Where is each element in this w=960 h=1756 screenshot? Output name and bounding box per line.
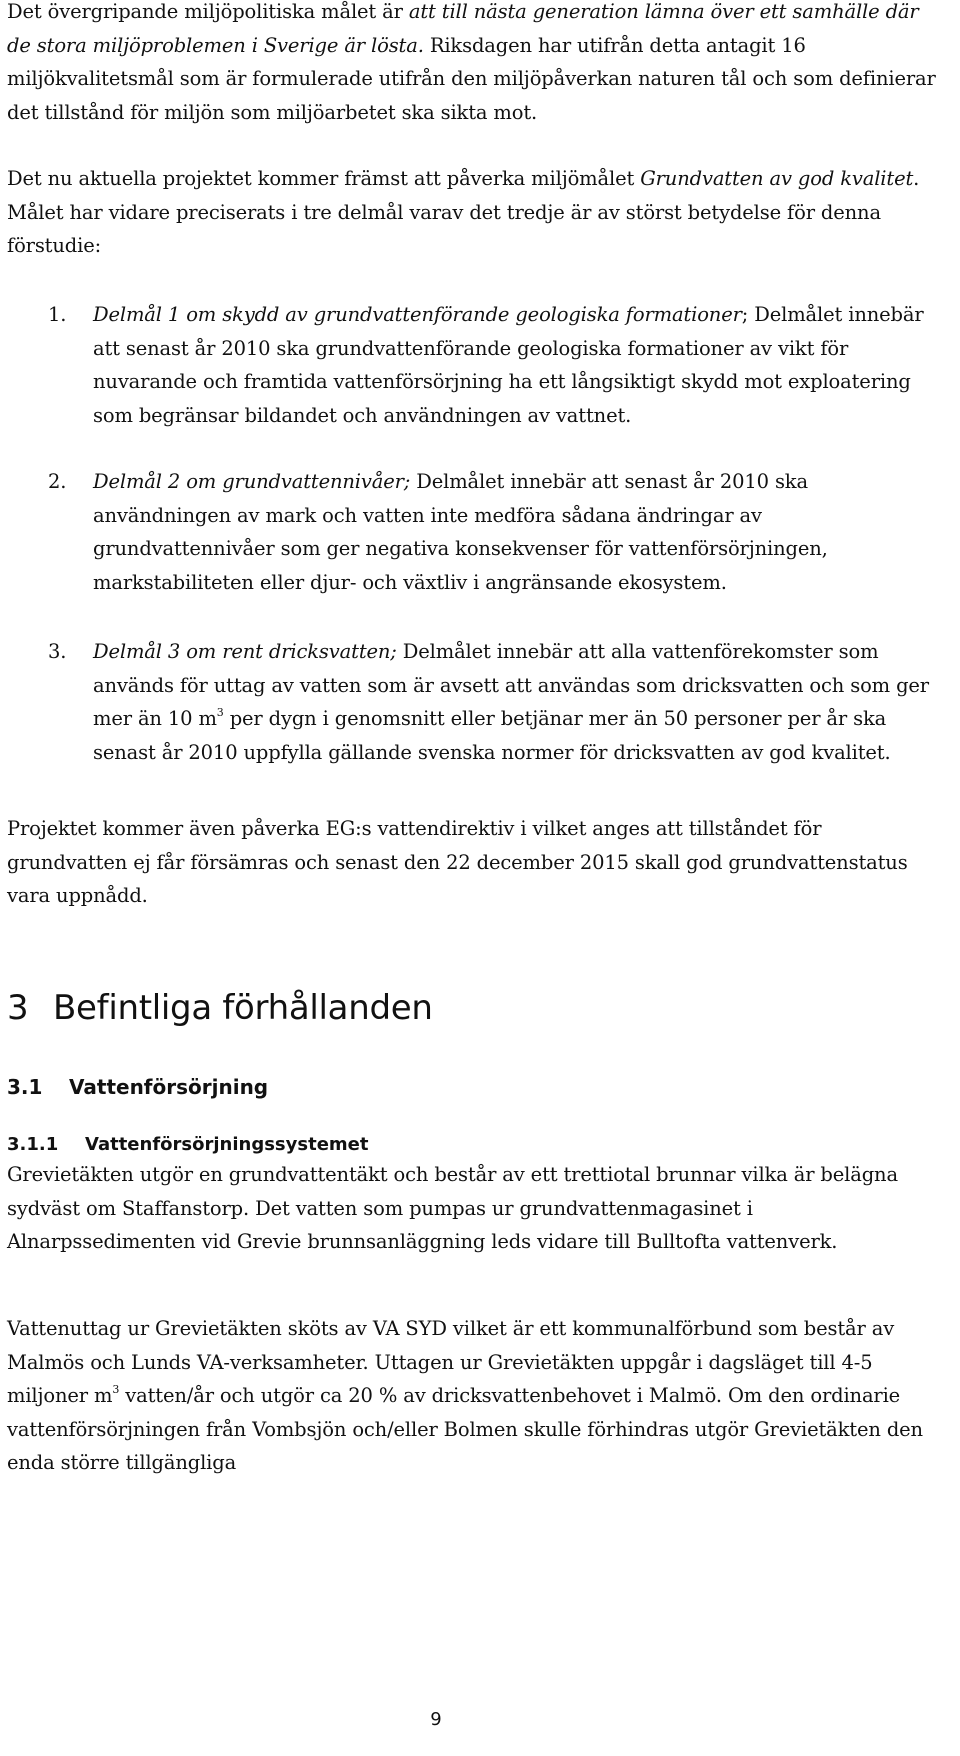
intro-lead: Det övergripande miljöpolitiska målet är	[7, 0, 409, 23]
section-heading	[7, 982, 433, 1034]
list-number: 2.	[48, 470, 67, 493]
project-lead: Det nu aktuella projektet kommer främst att påverka miljömålet	[7, 167, 641, 190]
subgoal-text: Delmålet innebär att senast år 2010 ska användningen av mark och vatten inte medföra sådana ändringar av grundvattennivåer som ger negativa konsekvenser för vattenförsörjningen, markstabiliteten eller djur- och växtliv i angränsande ekosystem.	[93, 470, 828, 594]
section-title: Befintliga förhållanden	[53, 988, 433, 1028]
intro-rest: Riksdagen har utifrån detta antagit 16 miljökvalitetsmål som är formulerade utifrån den miljöpåverkan naturen tål och som definierar det tillstånd för miljön som miljöarbetet ska sikta mot.	[7, 33, 936, 124]
section-number: 3	[7, 988, 29, 1028]
subgoal-text-cont: per dygn i genomsnitt eller betjänar mer än 50 personer per år ska senast år 2010 uppfylla gällande svenska normer för dricksvatten av god kvalitet.	[93, 707, 891, 764]
list-item	[7, 298, 942, 465]
subsection-heading	[7, 1071, 268, 1103]
withdrawal-text-cont: vatten/år och utgör ca 20 % av dricksvattenbehovet i Malmö. Om den ordinarie vattenförsörjningen från Vombsjön och/eller Bolmen skulle förhindras utgör Grevietäkten den enda större tillgängliga	[7, 1384, 923, 1474]
list-number: 1.	[48, 303, 67, 326]
eu-directive-paragraph: Projektet kommer även påverka EG:s vattendirektiv i vilket anges att tillståndet för grundvatten ej får försämras och senast den 22 december 2015 skall god grundvattenstatus vara uppnådd.	[7, 817, 908, 907]
list-number: 3.	[48, 640, 67, 663]
list-item	[7, 465, 942, 635]
intro-paragraph	[7, 0, 942, 129]
project-goal-italic: Grundvatten av god kvalitet	[640, 167, 914, 190]
list-item	[7, 635, 942, 769]
intro-goal-italic: att till nästa generation lämna över ett samhälle där de stora miljöproblemen i Sverige är lösta.	[7, 0, 919, 57]
subgoal-list	[7, 298, 942, 769]
subsubsection-heading	[7, 1129, 368, 1161]
subsubsection-number: 3.1.1	[7, 1134, 59, 1155]
subgoal-title: Delmål 2 om grundvattennivåer;	[93, 470, 411, 493]
subgoal-title: Delmål 1 om skydd av grundvattenförande geologiska formationer	[93, 303, 742, 326]
system-paragraph: Grevietäkten utgör en grundvattentäkt och består av ett trettiotal brunnar vilka är belägna sydväst om Staffanstorp. Det vatten som pumpas ur grundvattenmagasinet i Alnarpssedimenten vid Grevie brunnsanläggning leds vidare till Bulltofta vattenverk.	[7, 1163, 898, 1253]
superscript: 3	[216, 706, 224, 719]
subgoal-text: ; Delmålet innebär att senast år 2010 ska grundvattenförande geologiska formationer av vikt för nuvarande och framtida vattenförsörjning ha ett långsiktigt skydd mot exploatering som begränsar bildandet och användningen av vattnet.	[93, 303, 924, 427]
subsection-number: 3.1	[7, 1075, 43, 1099]
project-rest: . Målet har vidare preciserats i tre delmål varav det tredje är av störst betydelse för denna förstudie:	[7, 167, 920, 257]
withdrawal-paragraph	[7, 1312, 942, 1480]
superscript: 3	[112, 1383, 120, 1396]
project-paragraph	[7, 162, 942, 263]
withdrawal-text: Vattenuttag ur Grevietäkten sköts av VA SYD vilket är ett kommunalförbund som består av Malmös och Lunds VA-verksamheter. Uttagen ur Grevietäkten uppgår i dagsläget till 4-5 miljoner m	[7, 1317, 895, 1407]
subsection-title: Vattenförsörjning	[69, 1075, 269, 1099]
subsubsection-title: Vattenförsörjningssystemet	[85, 1134, 369, 1155]
subgoal-title: Delmål 3 om rent dricksvatten;	[93, 640, 397, 663]
subgoal-text: Delmålet innebär att alla vattenförekomster som används för uttag av vatten som är avsett att användas som dricksvatten och som ger mer än 10 m	[93, 640, 929, 730]
page-number: 9	[430, 1709, 442, 1730]
